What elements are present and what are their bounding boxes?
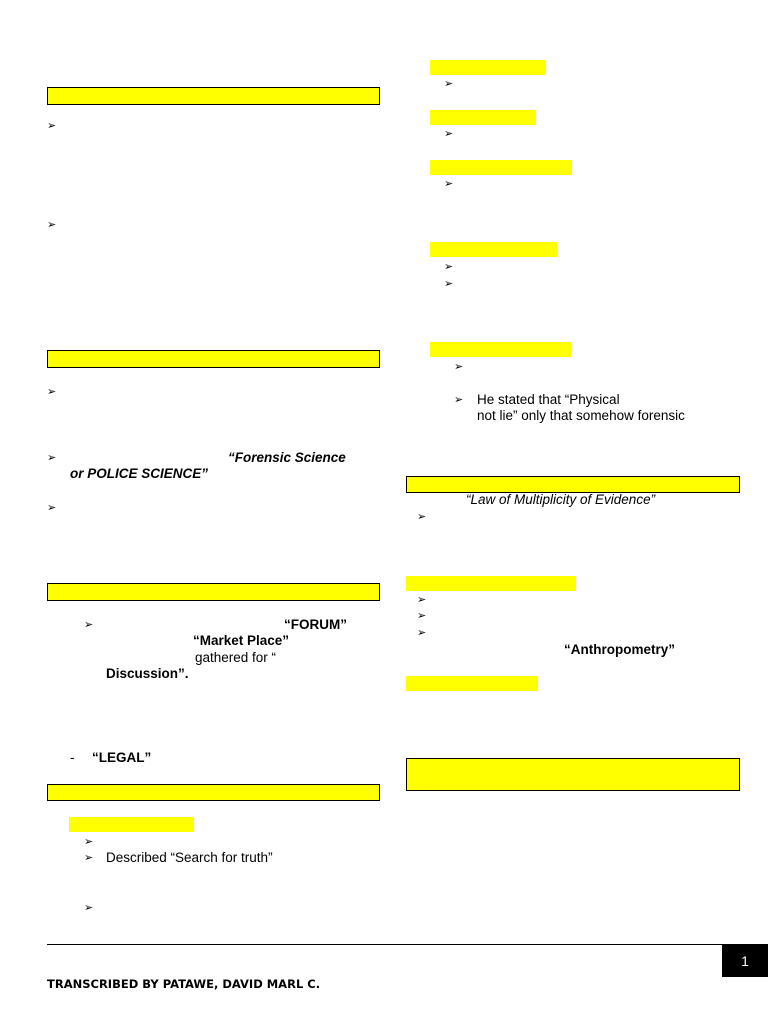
discussion-text: Discussion”. — [106, 666, 189, 681]
section-heading-bar-4 — [47, 784, 380, 801]
subheading-highlight — [69, 817, 194, 832]
subheading-highlight — [430, 60, 546, 75]
bullet-icon: ➢ — [444, 260, 454, 273]
bullet-icon: ➢ — [444, 277, 454, 290]
footer-rule — [47, 944, 768, 945]
subheading-highlight — [406, 676, 538, 691]
subheading-highlight — [406, 576, 576, 591]
bullet-icon: ➢ — [84, 851, 94, 864]
police-science-text: or POLICE SCIENCE” — [70, 466, 209, 481]
not-lie-text: not lie” only that somehow forensic — [477, 408, 685, 423]
bullet-icon: ➢ — [47, 501, 57, 514]
bullet-icon: ➢ — [444, 127, 454, 140]
section-heading-bar-6 — [406, 758, 740, 791]
gathered-for-text: gathered for “ — [195, 650, 277, 665]
bullet-icon: ➢ — [444, 77, 454, 90]
bullet-icon: ➢ — [417, 626, 427, 639]
bullet-icon: ➢ — [84, 835, 94, 848]
law-multiplicity-text: “Law of Multiplicity of Evidence” — [466, 492, 656, 507]
section-heading-bar-3 — [47, 583, 380, 601]
forensic-science-text: “Forensic Science — [228, 450, 346, 465]
bullet-icon: ➢ — [454, 360, 464, 373]
anthropometry-text: “Anthropometry” — [564, 642, 675, 657]
bullet-icon: ➢ — [47, 119, 57, 132]
bullet-icon: ➢ — [84, 901, 94, 914]
search-truth-text: Described “Search for truth” — [106, 850, 273, 865]
dash-marker: - — [70, 750, 75, 765]
subheading-highlight — [430, 110, 536, 125]
footer-credit: TRANSCRIBED BY PATAWE, DAVID MARL C. — [47, 977, 321, 991]
subheading-highlight — [430, 342, 571, 357]
bullet-icon: ➢ — [47, 218, 57, 231]
bullet-icon: ➢ — [84, 618, 94, 631]
subheading-highlight — [430, 160, 572, 175]
legal-text: “LEGAL” — [92, 750, 152, 765]
bullet-icon: ➢ — [47, 451, 57, 464]
bullet-icon: ➢ — [454, 393, 464, 406]
section-heading-bar-2 — [47, 350, 380, 368]
page-number: 1 — [722, 945, 768, 977]
forum-text: “FORUM” — [284, 617, 347, 632]
subheading-highlight — [430, 242, 557, 257]
bullet-icon: ➢ — [47, 385, 57, 398]
bullet-icon: ➢ — [417, 510, 427, 523]
bullet-icon: ➢ — [444, 177, 454, 190]
market-place-text: “Market Place” — [193, 633, 290, 648]
bullet-icon: ➢ — [417, 609, 427, 622]
section-heading-bar-5 — [406, 476, 740, 493]
section-heading-bar-1 — [47, 87, 380, 105]
bullet-icon: ➢ — [417, 593, 427, 606]
he-stated-text: He stated that “Physical — [477, 392, 620, 407]
